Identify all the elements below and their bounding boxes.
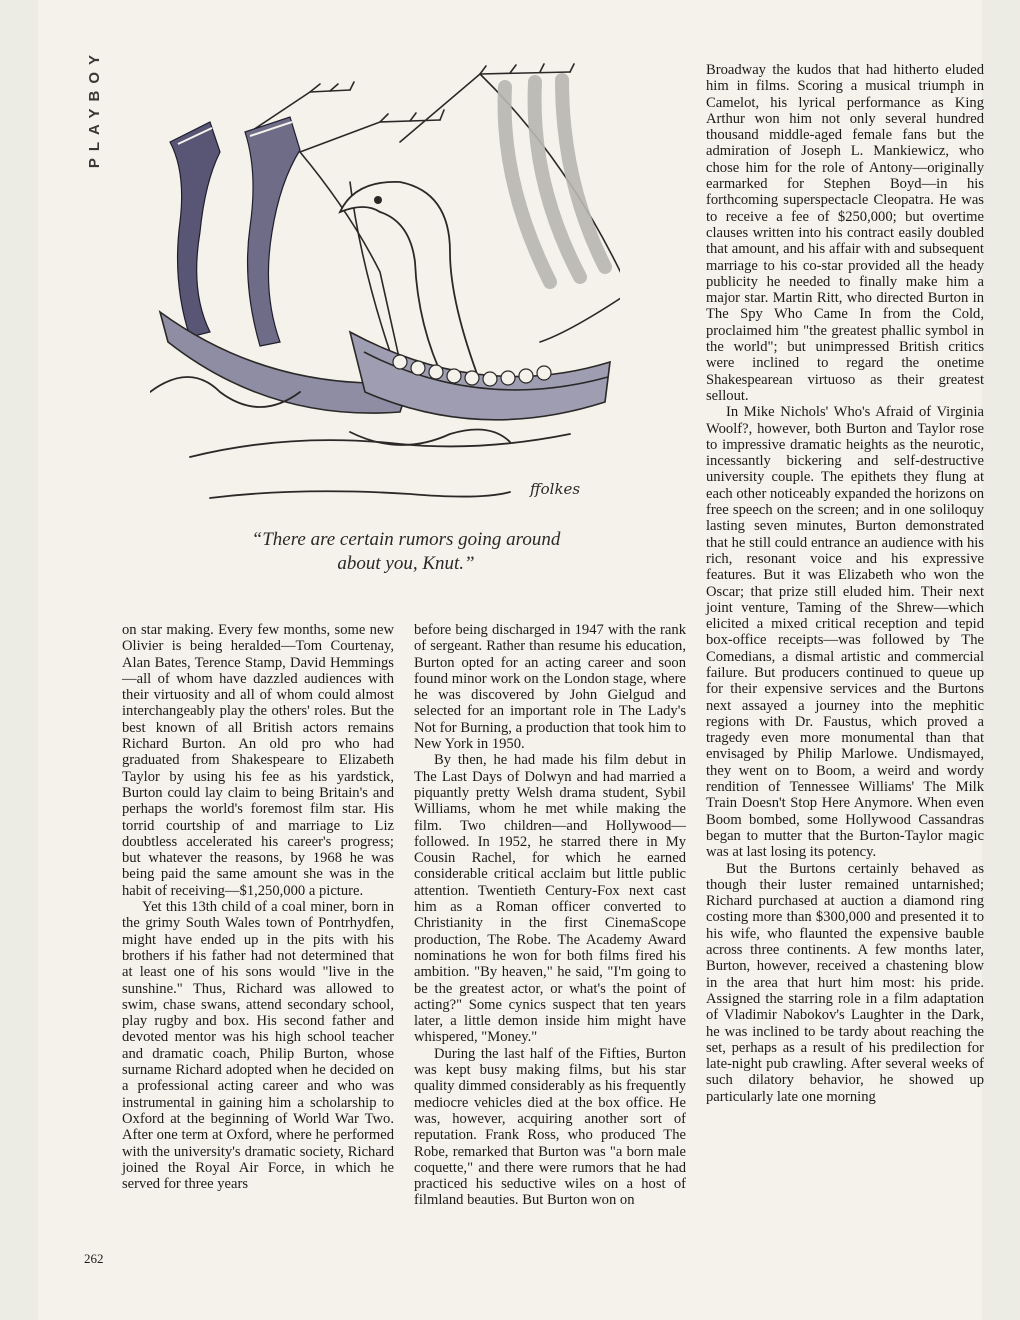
paragraph: on star making. Every few months, some new Olivier is being heralded—Tom Courtenay, Alan Bates, Terence Stamp, David Hemmings—all of whom have dazzled audiences with their virtuosity and all of whom could almost interchangeably play the others' roles. But the best known of all British actors remains Richard Burton. An old pro who had graduated from Shakespeare to Elizabeth Taylor by using his fee as his yardstick, Burton could lay claim to being Britain's and perhaps the world's foremost film star. His torrid courtship of and marriage to Liz doubtless accelerated his career's progress; but whatever the reasons, by 1968 he was being paid the same amount she was in the habit of receiving—$1,250,000 a picture. bbox=[122, 622, 394, 899]
paragraph: Yet this 13th child of a coal miner, born in the grimy South Wales town of Pontrhydfen, might have ended up in the pits with his brothers if his father had not determined that at least one of his sons would "live in the sunshine." Thus, Richard was allowed to swim, chase swans, attend secondary school, play rugby and box. His second father and devoted mentor was his high school teacher and dramatic coach, Philip Burton, whose surname Richard adopted when he decided on a professional acting career and who was instrumental in gaining him a scholarship to Oxford at the beginning of World War Two. After one term at Oxford, where he performed with the university's dramatic society, Richard joined the Royal Air Force, in which he served for three years bbox=[122, 899, 394, 1193]
paragraph: By then, he had made his film debut in The Last Days of Dolwyn and had married a piquantly pretty Welsh drama student, Sybil Williams, whom he met while making the film. Two children—and Hollywood—followed. In 1952, he starred there in My Cousin Rachel, for which he earned considerable critical acclaim but little public attention. Twentieth Century-Fox next cast him as a Roman officer converted to Christianity in the first CinemaScope production, The Robe. The Academy Award nominations he won for both films fired his ambition. "By heaven," he said, "I'm going to be the greatest actor, or what's the point of acting?" Some cynics suspect that ten years later, a little demon inside him might have whispered, "Money." bbox=[414, 752, 686, 1046]
page-number: 262 bbox=[84, 1251, 104, 1266]
paragraph: During the last half of the Fifties, Burton was kept busy making films, but his star quality dimmed considerably as his frequently mediocre vehicles died at the box office. He was, however, acquiring another sort of reputation. Frank Ross, who produced The Robe, remarked that Burton was "a born male coquette," and there were rumors that he had practiced his seductive wiles on a host of filmland beauties. But Burton won on bbox=[414, 1045, 686, 1209]
cartoon-caption: “There are certain rumors going around about you, Knut.” bbox=[251, 529, 561, 574]
cartoon-illustration bbox=[150, 62, 620, 522]
text-column-3 bbox=[706, 62, 984, 1105]
text-column-1 bbox=[122, 622, 394, 1192]
magazine-page bbox=[38, 0, 982, 1320]
paragraph: before being discharged in 1947 with the rank of sergeant. Rather than resume his education, Burton opted for an acting career and soon found minor work on the London stage, where he was discovered by John Gielgud and selected for an important role in The Lady's Not for Burning, a production that took him to New York in 1950. bbox=[414, 622, 686, 753]
artist-signature: ffolkes bbox=[530, 480, 581, 498]
paragraph: Broadway the kudos that had hitherto eluded him in films. Scoring a musical triumph in Camelot, his lyrical performance as King Arthur won him not only several hundred thousand middle-aged female fans but the admiration of Joseph L. Mankiewicz, who chose him for the role of Antony—originally earmarked for Stephen Boyd—in his forthcoming superspectacle Cleopatra. He was to receive a fee of $250,000; but overtime clauses written into his contract easily doubled that amount, and his affair with and subsequent marriage to his co-star provided all the heady publicity he needed to finally make him a major star. Martin Ritt, who directed Burton in The Spy Who Came In from the Cold, proclaimed him "the greatest phallic symbol in the world"; but unimpressed British critics were inclined to regard the onetime Shakespearean virtuoso as their greatest sellout. bbox=[706, 62, 984, 404]
text-column-2 bbox=[414, 622, 686, 1209]
paragraph: In Mike Nichols' Who's Afraid of Virginia Woolf?, however, both Burton and Taylor rose to impressive dramatic heights as the neurotic, incessantly bickering and self-destructive university couple. The epithets they flung at each other noticeably expanded the horizons on free speech on the screen; and in one soliloquy lasting seven minutes, Burton demonstrated that he still could entrance an audience with his rich, resonant voice and his expressive features. But it was Elizabeth who won the Oscar; that prize still eluded him. Their next joint venture, Taming of the Shrew—which elicited a mixed critical reception and tepid box-office receipts—was followed by The Comedians, a dismal artistic and commercial failure. But producers continued to queue up for their expensive services and the Burtons next assayed a journey into the mephitic regions with Dr. Faustus, which proved a tragedy even more monumental than that envisaged by Philip Marlowe. Undismayed, they went on to Boom, a weird and wordy rendition of Tennessee Williams' The Milk Train Doesn't Stop Here Anymore. When even Boom bombed, some Hollywood Cassandras began to mutter that the Burton-Taylor magic was at last losing its potency. bbox=[706, 404, 984, 861]
paragraph: But the Burtons certainly behaved as though their luster remained untarnished; Richard purchased at auction a diamond ring costing more than $300,000 and presented it to his wife, who flaunted the expensive bauble across three continents. A few months later, Burton, however, received a chastening blow in the area that hurt him most: his pride. Assigned the starring role in a film adaptation of Vladimir Nabokov's Laughter in the Dark, he was inclined to be tardy about reaching the set, perhaps as a result of his predilection for late-night pub crawling. After several weeks of such dilatory behavior, he showed up particularly late one morning bbox=[706, 860, 984, 1105]
masthead: PLAYBOY bbox=[86, 48, 103, 169]
